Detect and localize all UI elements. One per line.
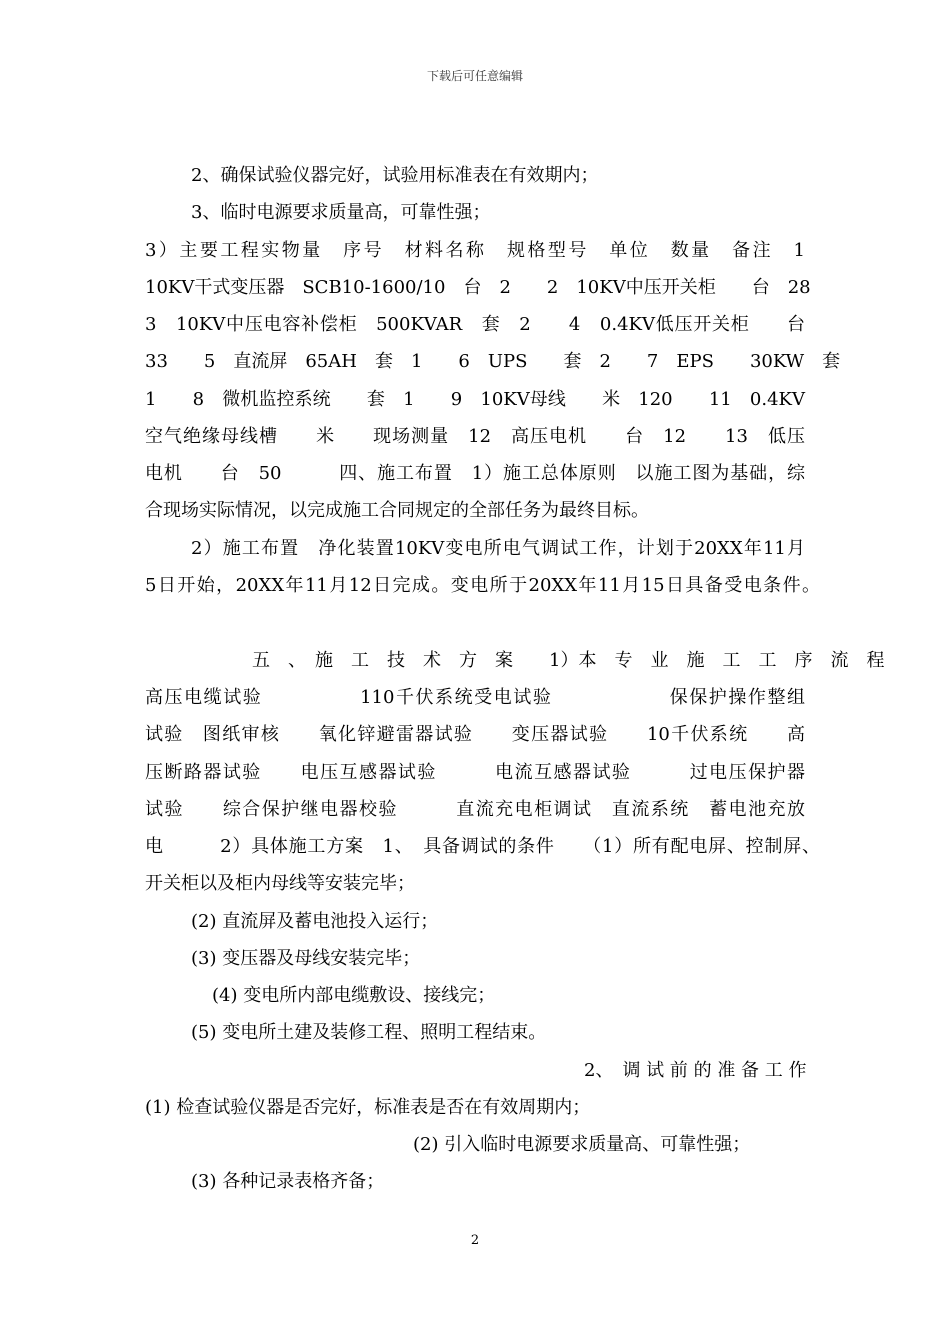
text-line: 高压电缆试验 110千伏系统受电试验 保保护操作整组 [145, 687, 805, 708]
text-line: 压断路器试验 电压互感器试验 电流互感器试验 过电压保护器 [145, 762, 805, 783]
text-line: (2) 直流屏及蓄电池投入运行； [191, 911, 439, 932]
text-line: 2、确保试验仪器完好，试验用标准表在有效期内； [191, 165, 599, 186]
text-line: 2）施工布置 净化装置10KV变电所电气调试工作，计划于20XX年11月 [191, 538, 805, 559]
page-header: 下载后可任意编辑 [426, 69, 523, 83]
text-line: (3) 各种记录表格齐备； [191, 1171, 385, 1192]
text-line: (1) 检查试验仪器是否完好，标准表是否在有效周期内； [145, 1097, 591, 1118]
text-line: 10KV干式变压器 SCB10-1600/10 台 2 2 10KV中压开关柜 台 28 [145, 277, 811, 298]
text-line: 空气绝缘母线槽 米 现场测量 12 高压电机 台 12 13 低压 [145, 426, 805, 447]
text-line: 试验 图纸审核 氧化锌避雷器试验 变压器试验 10千伏系统 高 [145, 724, 805, 745]
text-line: 电机 台 50 四、施工布置 1）施工总体原则 以施工图为基础，综 [145, 463, 805, 484]
text-line: (5) 变电所土建及装修工程、照明工程结束。 [191, 1022, 547, 1043]
text-line: (3) 变压器及母线安装完毕； [191, 948, 421, 969]
text-line: 1 8 微机监控系统 套 1 9 10KV母线 米 120 11 0.4KV [145, 389, 805, 410]
text-line: 电 2）具体施工方案 1、 具备调试的条件 （1）所有配电屏、控制屏、 [145, 836, 820, 857]
text-line: 试验 综合保护继电器校验 直流充电柜调试 直流系统 蓄电池充放 [145, 799, 805, 820]
text-line: 3 10KV中压电容补偿柜 500KVAR 套 2 4 0.4KV低压开关柜 台 [145, 314, 805, 335]
text-line: 3、临时电源要求质量高，可靠性强； [191, 202, 491, 223]
text-line: 2、 调 试 前 的 准 备 工 作 [584, 1060, 807, 1081]
text-line: 五 、 施 工 技 术 方 案 1）本 专 业 施 工 工 序 流 程 [252, 650, 885, 671]
text-line: 33 5 直流屏 65AH 套 1 6 UPS 套 2 7 EPS 30KW 套 [145, 351, 841, 372]
text-line: 3）主要工程实物量 序号 材料名称 规格型号 单位 数量 备注 1 [145, 240, 805, 261]
page-number: 2 [470, 1233, 480, 1248]
text-line: 开关柜以及柜内母线等安装完毕； [145, 873, 415, 894]
text-line: 5日开始，20XX年11月12日完成。变电所于20XX年11月15日具备受电条件。 [145, 575, 820, 596]
text-line: (2) 引入临时电源要求质量高、可靠性强； [413, 1134, 751, 1155]
text-line: 合现场实际情况，以完成施工合同规定的全部任务为最终目标。 [145, 500, 649, 521]
text-line: (4) 变电所内部电缆敷设、接线完； [212, 985, 496, 1006]
